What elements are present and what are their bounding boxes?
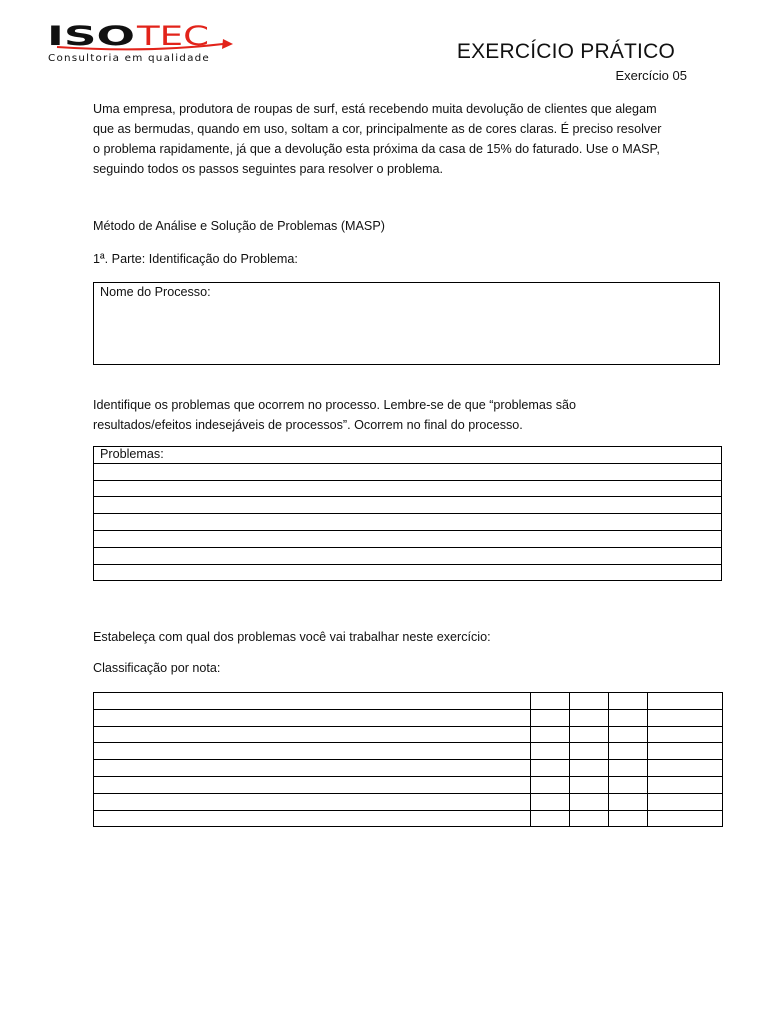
score-cell[interactable] xyxy=(531,743,570,760)
problem-cell[interactable] xyxy=(94,514,722,531)
score-cell[interactable] xyxy=(531,726,570,743)
total-cell[interactable] xyxy=(648,743,723,760)
logo-arrow-icon xyxy=(222,39,233,49)
part1-title: 1ª. Parte: Identificação do Problema: xyxy=(93,252,298,266)
score-cell[interactable] xyxy=(570,760,609,777)
classification-table xyxy=(93,692,723,827)
problems-table xyxy=(93,446,722,581)
total-cell[interactable] xyxy=(648,726,723,743)
logo-iso-text: ISO xyxy=(47,22,135,52)
logo-tec-text: TEC xyxy=(135,22,209,52)
score-cell[interactable] xyxy=(609,726,648,743)
score-cell[interactable] xyxy=(531,693,570,710)
table-row[interactable] xyxy=(94,693,723,710)
identify-paragraph xyxy=(93,395,693,435)
total-cell[interactable] xyxy=(648,693,723,710)
score-cell[interactable] xyxy=(609,810,648,827)
table-row[interactable] xyxy=(94,480,722,497)
table-row[interactable] xyxy=(94,564,722,581)
score-cell[interactable] xyxy=(570,709,609,726)
table-row xyxy=(94,447,722,464)
problems-header: Problemas: xyxy=(94,447,722,464)
problem-cell[interactable] xyxy=(94,793,531,810)
problem-cell[interactable] xyxy=(94,709,531,726)
identify-line: Identifique os problemas que ocorrem no processo. Lembre-se de que “problemas são xyxy=(93,398,577,412)
score-cell[interactable] xyxy=(609,743,648,760)
score-cell[interactable] xyxy=(609,760,648,777)
score-cell[interactable] xyxy=(570,726,609,743)
intro-line: Uma empresa, produtora de roupas de surf, está recebendo muita devolução de clientes que alegam xyxy=(93,102,657,116)
score-cell[interactable] xyxy=(531,760,570,777)
problem-cell[interactable] xyxy=(94,726,531,743)
table-row[interactable] xyxy=(94,547,722,564)
document-title: EXERCÍCIO PRÁTICO xyxy=(456,40,675,63)
problem-cell[interactable] xyxy=(94,497,722,514)
total-cell[interactable] xyxy=(648,793,723,810)
isotec-logo xyxy=(47,22,237,66)
logo-tagline: Consultoria em qualidade xyxy=(48,53,210,64)
table-row[interactable] xyxy=(94,463,722,480)
table-row[interactable] xyxy=(94,810,723,827)
score-cell[interactable] xyxy=(531,776,570,793)
total-cell[interactable] xyxy=(648,760,723,777)
problem-cell[interactable] xyxy=(94,530,722,547)
problem-cell[interactable] xyxy=(94,776,531,793)
table-row[interactable] xyxy=(94,530,722,547)
intro-line: que as bermudas, quando em uso, soltam a cor, principalmente as de cores claras. É preciso resolver xyxy=(93,122,662,136)
score-cell[interactable] xyxy=(531,810,570,827)
score-cell[interactable] xyxy=(531,709,570,726)
table-row[interactable] xyxy=(94,743,723,760)
process-name-box[interactable] xyxy=(93,282,720,365)
score-cell[interactable] xyxy=(609,693,648,710)
identify-line: resultados/efeitos indesejáveis de processos”. Ocorrem no final do processo. xyxy=(93,418,523,432)
score-cell[interactable] xyxy=(570,810,609,827)
total-cell[interactable] xyxy=(648,776,723,793)
table-row[interactable] xyxy=(94,514,722,531)
problem-cell[interactable] xyxy=(94,463,722,480)
score-cell[interactable] xyxy=(609,709,648,726)
score-cell[interactable] xyxy=(531,793,570,810)
problem-cell[interactable] xyxy=(94,547,722,564)
problem-cell[interactable] xyxy=(94,693,531,710)
table-row[interactable] xyxy=(94,760,723,777)
table-row[interactable] xyxy=(94,776,723,793)
total-cell[interactable] xyxy=(648,709,723,726)
table-row[interactable] xyxy=(94,497,722,514)
score-cell[interactable] xyxy=(570,776,609,793)
problem-cell[interactable] xyxy=(94,480,722,497)
problem-cell[interactable] xyxy=(94,564,722,581)
table-row[interactable] xyxy=(94,709,723,726)
classification-title: Classificação por nota: xyxy=(93,661,221,675)
problem-cell[interactable] xyxy=(94,810,531,827)
score-cell[interactable] xyxy=(570,793,609,810)
table-row[interactable] xyxy=(94,726,723,743)
score-cell[interactable] xyxy=(570,743,609,760)
process-name-label: Nome do Processo: xyxy=(100,285,211,299)
establish-text: Estabeleça com qual dos problemas você vai trabalhar neste exercício: xyxy=(93,630,491,644)
problem-cell[interactable] xyxy=(94,760,531,777)
score-cell[interactable] xyxy=(609,793,648,810)
intro-line: o problema rapidamente, já que a devolução esta próxima da casa de 15% do faturado. Use o MASP, xyxy=(93,142,660,156)
method-title: Método de Análise e Solução de Problemas (MASP) xyxy=(93,219,385,233)
table-row[interactable] xyxy=(94,793,723,810)
intro-paragraph xyxy=(93,99,693,179)
score-cell[interactable] xyxy=(570,693,609,710)
score-cell[interactable] xyxy=(609,776,648,793)
intro-line: seguindo todos os passos seguintes para resolver o problema. xyxy=(93,162,444,176)
problem-cell[interactable] xyxy=(94,743,531,760)
total-cell[interactable] xyxy=(648,810,723,827)
exercise-number: Exercício 05 xyxy=(615,68,687,83)
